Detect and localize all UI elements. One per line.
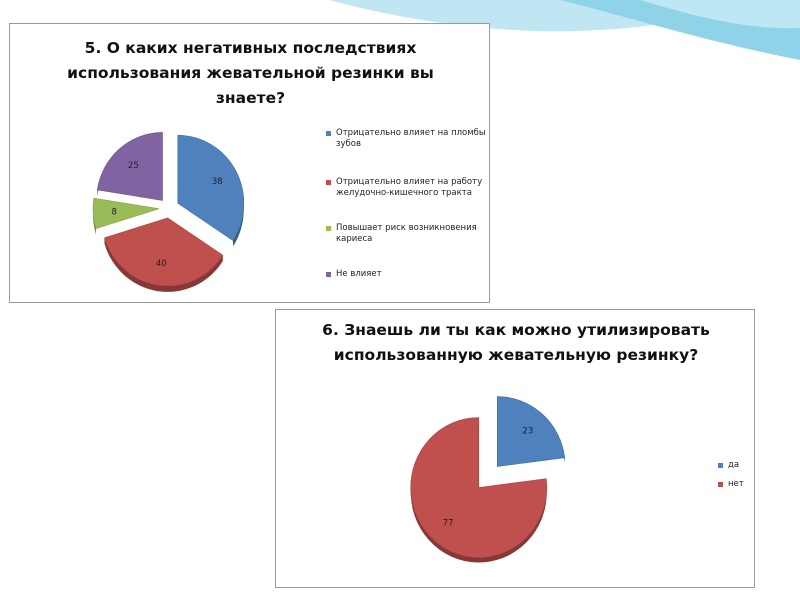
pie-slices-group — [411, 396, 565, 557]
legend-label: Повышает риск возникновения кариеса — [336, 223, 477, 244]
legend-swatch — [326, 180, 331, 185]
legend-label: да — [728, 460, 740, 470]
pie-chart-2 — [276, 310, 756, 589]
legend-swatch — [326, 131, 331, 136]
legend-swatch — [326, 272, 331, 277]
legend-swatch — [718, 463, 723, 468]
data-label: 38 — [211, 176, 223, 187]
data-label: 8 — [111, 207, 117, 218]
legend-label: нет — [728, 479, 744, 489]
chart-legend-1 — [326, 128, 491, 288]
chart-title: 5. О каких негативных последствиях использования жевательной резинки вы знаете? — [67, 39, 434, 107]
legend-label: Отрицательно влияет на пломбы зубов — [336, 128, 486, 149]
legend-label: Не влияет — [336, 269, 382, 279]
chart-title: 6. Знаешь ли ты как можно утилизировать использованную жевательную резинку? — [322, 321, 710, 364]
data-label: 23 — [522, 426, 534, 437]
chart-card-2 — [275, 309, 755, 588]
data-label: 77 — [442, 518, 454, 529]
legend-label: Отрицательно влияет на работу желудочно-кишечного тракта — [336, 177, 483, 198]
data-label: 25 — [127, 160, 139, 171]
data-label: 40 — [155, 259, 167, 270]
chart-card-1 — [9, 23, 490, 303]
legend-swatch — [326, 226, 331, 231]
pie-slice-отрицательно-влияет-на-пломбы- — [178, 135, 244, 240]
chart-legend-2 — [718, 460, 756, 500]
legend-swatch — [718, 482, 723, 487]
